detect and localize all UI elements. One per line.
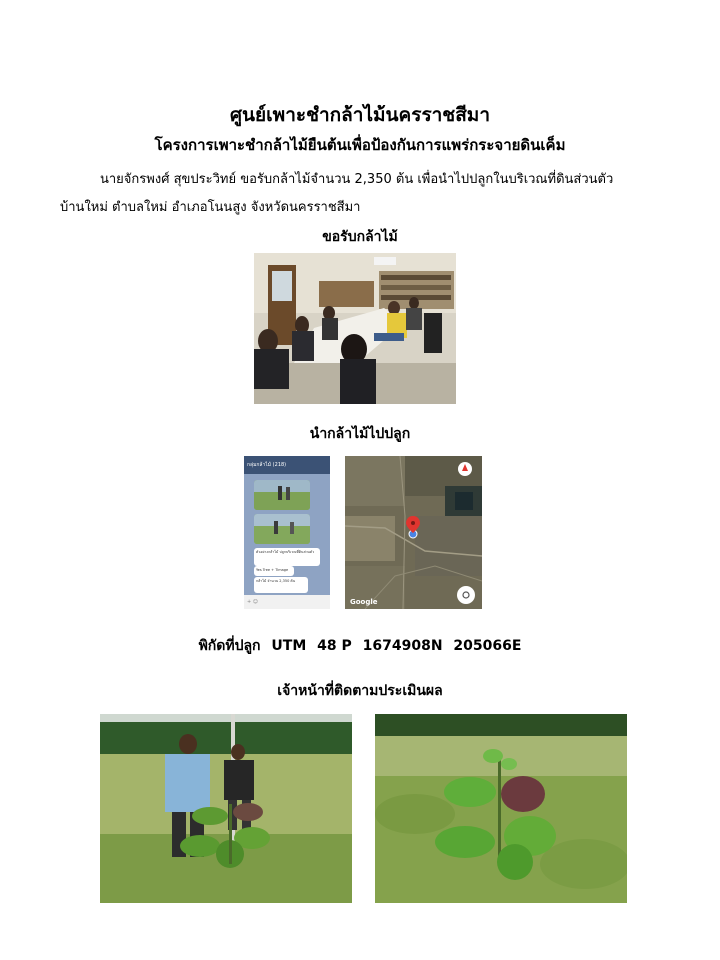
caption-receive-seedlings: ขอรับกล้าไม้ (322, 229, 398, 245)
chat-text-bubble-2: Yes Tree + Timage (254, 566, 294, 576)
chat-text-bubble-3: กล้าไม้ จำนวน 2,350 ต้น (254, 577, 308, 593)
coordinates-easting: 205066E (453, 638, 522, 654)
chat-header: กลุ่มกล้าไม้ (218) (244, 456, 330, 474)
coordinates-label: พิกัดที่ปลูก (198, 638, 261, 654)
chat-image-bubble-1 (254, 480, 310, 510)
document-subtitle: โครงการเพาะชำกล้าไม้ยืนต้นเพื่อป้องกันการแพร่กระจายดินเค็ม (154, 136, 566, 154)
meeting-photo (254, 253, 456, 404)
map-attribution: Google (350, 598, 378, 606)
body-paragraph-line2: บ้านใหม่ ตำบลใหม่ อำเภอโนนสูง จังหวัดนครราชสีมา (60, 200, 361, 215)
caption-take-seedlings-planting: นำกล้าไม้ไปปลูก (309, 426, 411, 442)
planting-coordinates (0, 635, 720, 657)
officers-field-photo (100, 714, 352, 903)
chat-text-bubble-1: ตัวอย่างกล้าไม้ ปลูกบริเวณที่ดินส่วนตัว (254, 548, 320, 566)
body-paragraph-line1: นายจักรพงศ์ สุขประวิทย์ ขอรับกล้าไม้จำนวน 2,350 ต้น เพื่อนำไปปลูกในบริเวณที่ดินส่วนตัว (100, 172, 614, 187)
coordinates-zone: 48 P (317, 638, 352, 654)
coordinates-system: UTM (271, 638, 307, 654)
document-title: ศูนย์เพาะชำกล้าไม้นครราชสีมา (230, 104, 490, 126)
chat-app-screenshot (244, 456, 330, 609)
coordinates-northing: 1674908N (362, 638, 443, 654)
caption-monitoring-officer: เจ้าหน้าที่ติดตามประเมินผล (277, 683, 443, 699)
satellite-map-screenshot (345, 456, 482, 609)
seedling-closeup-photo (375, 714, 627, 903)
chat-image-bubble-2 (254, 514, 310, 544)
chat-input-bar: + ☺ (244, 595, 330, 609)
